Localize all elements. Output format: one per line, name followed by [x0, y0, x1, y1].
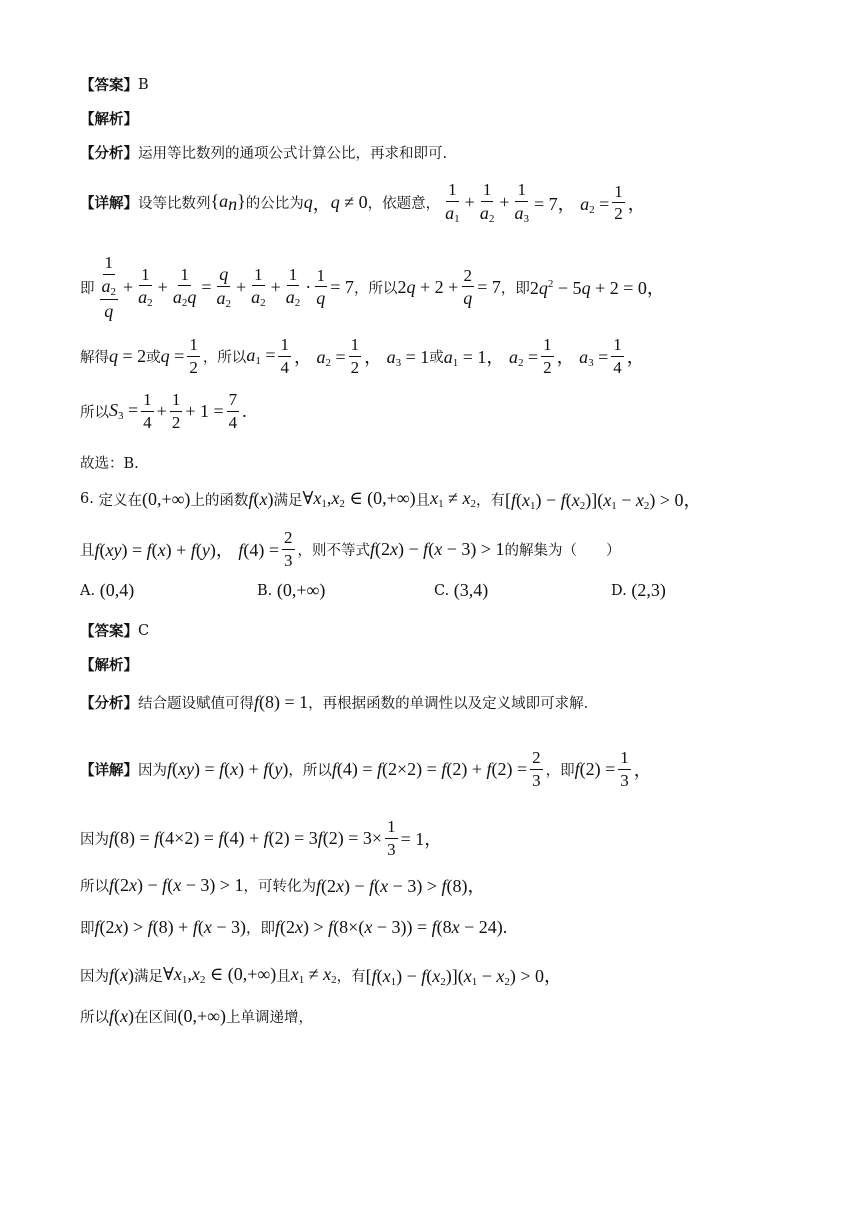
q5-detail-line-4 [80, 390, 247, 432]
formula: + [157, 276, 168, 297]
formula: q [303, 192, 313, 213]
option-value: (0,+∞) [276, 580, 326, 600]
formula: $\frac{1}{4}$ [613, 335, 622, 377]
formula: ， $a_2$ = [293, 347, 346, 370]
formula: $\frac{1}{a_2}$ [285, 264, 301, 310]
text: 的公比为 [245, 196, 304, 213]
fenxi-text: 运用等比数列的通项公式计算公比，再求和即可. [138, 146, 448, 162]
formula: ， [626, 347, 645, 368]
formula: f(xy) = f(x) + f(y)， f(4) = [94, 540, 279, 561]
formula: f(2) = [574, 758, 616, 779]
fenxi-label: 【分析】 [80, 145, 138, 162]
formula: f(2x) > f(8×(x − 3)) = f(8x − 24). [275, 917, 508, 937]
formula: $[f(x_1) - f(x_2)](x_1 - x_2) > 0$， [505, 490, 702, 512]
formula: $\frac{1}{2}$ [171, 390, 181, 432]
formula: = 7 [330, 276, 354, 297]
option-label: B. [257, 582, 273, 599]
formula: $\{a_n\}$ [210, 190, 246, 214]
formula: $\frac{1}{q}$ [316, 265, 326, 309]
text: ，即 [246, 921, 275, 937]
option-value: (3,4) [453, 580, 489, 600]
option-label: A. [80, 582, 96, 599]
option-value: (0,4) [99, 580, 135, 600]
formula: $\frac{1}{2}$ [543, 335, 552, 377]
formula: $\frac{7}{4}$ [228, 390, 238, 432]
formula: f(4) = f(2×2) = f(2) + f(2) = [331, 758, 528, 779]
text: ，所以 [202, 349, 247, 366]
formula: $\forall x_1,x_2$ ∈ (0,+∞) [163, 964, 277, 986]
q6-answer-line [80, 620, 149, 641]
formula: f(2x) − f(x − 3) > 1 [370, 538, 505, 559]
option-d [611, 580, 666, 601]
q5-jiexi-label: 【解析】 [80, 111, 138, 128]
option-a [80, 580, 134, 601]
formula: $\frac{1}{2}$ [614, 181, 623, 224]
text: 上单调递增， [226, 1010, 313, 1026]
formula: $\forall x_1,x_2$ ∈ (0,+∞) [302, 488, 416, 510]
formula: · [305, 276, 312, 297]
formula: $\frac{1}{3}$ [620, 748, 629, 790]
formula: . [242, 400, 247, 421]
text: ，即 [500, 280, 530, 297]
text: ，有 [336, 968, 366, 985]
q6-detail-line-4 [80, 917, 507, 938]
option-b [257, 580, 325, 601]
formula: f(x) [109, 1006, 135, 1026]
formula: = 7， $a_2$ = [533, 193, 610, 216]
text: 在区间 [134, 1010, 178, 1026]
formula: f(x) [248, 488, 274, 509]
option-value: (2,3) [631, 580, 666, 600]
formula: $\frac{1}{2}$ [189, 335, 198, 377]
question-number: 6. [80, 491, 94, 507]
text: 因为 [80, 831, 109, 848]
formula: $[f(x_1) - f(x_2)](x_1 - x_2) > 0$， [365, 966, 563, 988]
text: 满足 [134, 968, 164, 985]
q5-detail-line-3 [80, 335, 645, 377]
text: 且 [415, 492, 431, 509]
formula: $\frac{1}{a_2q}$ [172, 264, 197, 310]
formula: $S_3$ = [109, 400, 139, 423]
text: 所以 [80, 404, 109, 421]
text: 所以 [80, 1010, 109, 1026]
text: ，所以 [353, 280, 398, 297]
formula: + [270, 276, 281, 297]
formula: q = [160, 345, 185, 366]
q5-fenxi-line [80, 142, 447, 163]
formula: + [123, 276, 134, 297]
formula: f(8) = 1 [254, 692, 309, 712]
text: ，依题意， [367, 196, 441, 213]
q6-stem-line-1 [80, 486, 702, 512]
formula: q = 2 [109, 345, 147, 366]
q6-detail-line-1 [80, 748, 652, 790]
q6-detail-line-3 [80, 872, 485, 898]
text: 即 [80, 280, 95, 297]
formula: q ≠ 0 [330, 192, 368, 213]
formula: ， [633, 760, 652, 781]
option-label: C. [434, 582, 450, 599]
formula: + 1 = [185, 400, 224, 421]
formula: f(2x) − f(x − 3) > 1 [109, 874, 244, 895]
formula: f(2x) > f(8) + f(x − 3) [94, 917, 246, 937]
answer-label: 【答案】 [80, 623, 138, 640]
text: 即 [80, 921, 95, 937]
formula: $\frac{1}{3}$ [387, 817, 396, 859]
q5-conclusion: 故选：B. [80, 456, 139, 472]
answer-value: C [138, 622, 150, 639]
text: 且 [276, 968, 291, 985]
formula: $\frac{1}{4}$ [280, 335, 289, 377]
text: 上的函数 [190, 492, 249, 509]
formula: f(2x) − f(x − 3) > f(8)， [315, 876, 486, 896]
answer-value: B [138, 76, 149, 93]
formula: = 7 [477, 276, 501, 297]
text: 或 [429, 349, 444, 366]
text: ，再根据函数的单调性以及定义域即可求解. [308, 696, 589, 712]
formula: $\frac{1}{\frac{a_2}{q}}$ [101, 253, 116, 322]
text: 解得 [80, 349, 109, 366]
text: ，则不等式 [297, 542, 370, 559]
text: ，即 [545, 762, 575, 779]
formula: 2q + 2 + [397, 276, 459, 297]
text: 满足 [273, 492, 303, 509]
q6-detail-line-2 [80, 817, 442, 859]
option-label: D. [611, 582, 627, 599]
xiangjie-label: 【详解】 [80, 195, 138, 213]
formula: ， $a_3$ = [556, 347, 609, 370]
text: 设等比数列 [138, 196, 211, 213]
text: 或 [146, 349, 161, 366]
text: 定义在 [98, 492, 142, 509]
formula: = 1， [400, 829, 443, 850]
formula: f(8) = f(4×2) = f(4) + f(2) = 3f(2) = 3× [109, 827, 383, 848]
option-c [434, 580, 488, 601]
formula: $\frac{1}{4}$ [143, 390, 152, 432]
formula: (0,+∞) [141, 488, 191, 509]
formula: $\frac{1}{a_2}$ [138, 264, 153, 310]
formula: $\frac{2}{3}$ [284, 528, 293, 570]
q6-stem-line-2 [80, 528, 620, 570]
text: ，所以 [288, 762, 332, 779]
q6-fenxi-line [80, 692, 588, 713]
formula: $\frac{1}{a_2}$ [479, 180, 495, 225]
formula: ， [627, 193, 646, 214]
formula: $2q^2 - 5q + 2 = 0$， [529, 278, 665, 299]
q6-detail-line-5 [80, 962, 562, 988]
formula: ， [312, 193, 331, 214]
q5-detail-line-2 [80, 253, 665, 322]
formula: $\frac{2}{3}$ [532, 748, 541, 790]
formula: (0,+∞) [177, 1006, 226, 1026]
q6-detail-line-6 [80, 1006, 313, 1027]
fenxi-label: 【分析】 [80, 695, 138, 712]
formula: f(xy) = f(x) + f(y) [167, 758, 289, 779]
q5-detail-line-1 [80, 180, 646, 225]
xiangjie-label: 【详解】 [80, 761, 138, 779]
formula: $x_1 \ne x_2$ [430, 488, 477, 510]
text: 且 [80, 542, 95, 559]
formula: = [201, 276, 212, 297]
formula: $\frac{1}{a_2}$ [251, 264, 266, 310]
formula: + [235, 276, 247, 297]
q5-answer-line [80, 74, 149, 95]
formula: $\frac{1}{a_3}$ [514, 180, 529, 225]
formula: f(x) [109, 964, 135, 985]
answer-label: 【答案】 [80, 77, 138, 94]
text: 因为 [138, 762, 167, 779]
text: 的解集为（ ） [504, 542, 621, 559]
formula: $x_1 \ne x_2$ [290, 964, 337, 986]
formula: $\frac{q}{a_2}$ [216, 264, 231, 310]
formula: ， $a_3 = 1$ [364, 347, 430, 370]
formula: $\frac{1}{a_1}$ [445, 180, 460, 225]
formula: $a_1$ = [246, 345, 276, 368]
text: 所以 [80, 878, 109, 895]
text: 结合题设赋值可得 [138, 696, 254, 712]
formula: + [156, 400, 167, 421]
formula: + [464, 192, 475, 213]
formula: $a_1 = 1$， $a_2$ = [443, 347, 539, 370]
formula: $\frac{1}{2}$ [350, 335, 360, 377]
text: ，可转化为 [243, 878, 316, 895]
text: ，有 [476, 492, 506, 509]
q6-jiexi-label: 【解析】 [80, 657, 138, 674]
formula: $\frac{2}{q}$ [463, 265, 473, 309]
formula: + [499, 192, 510, 213]
text: 因为 [80, 968, 109, 985]
